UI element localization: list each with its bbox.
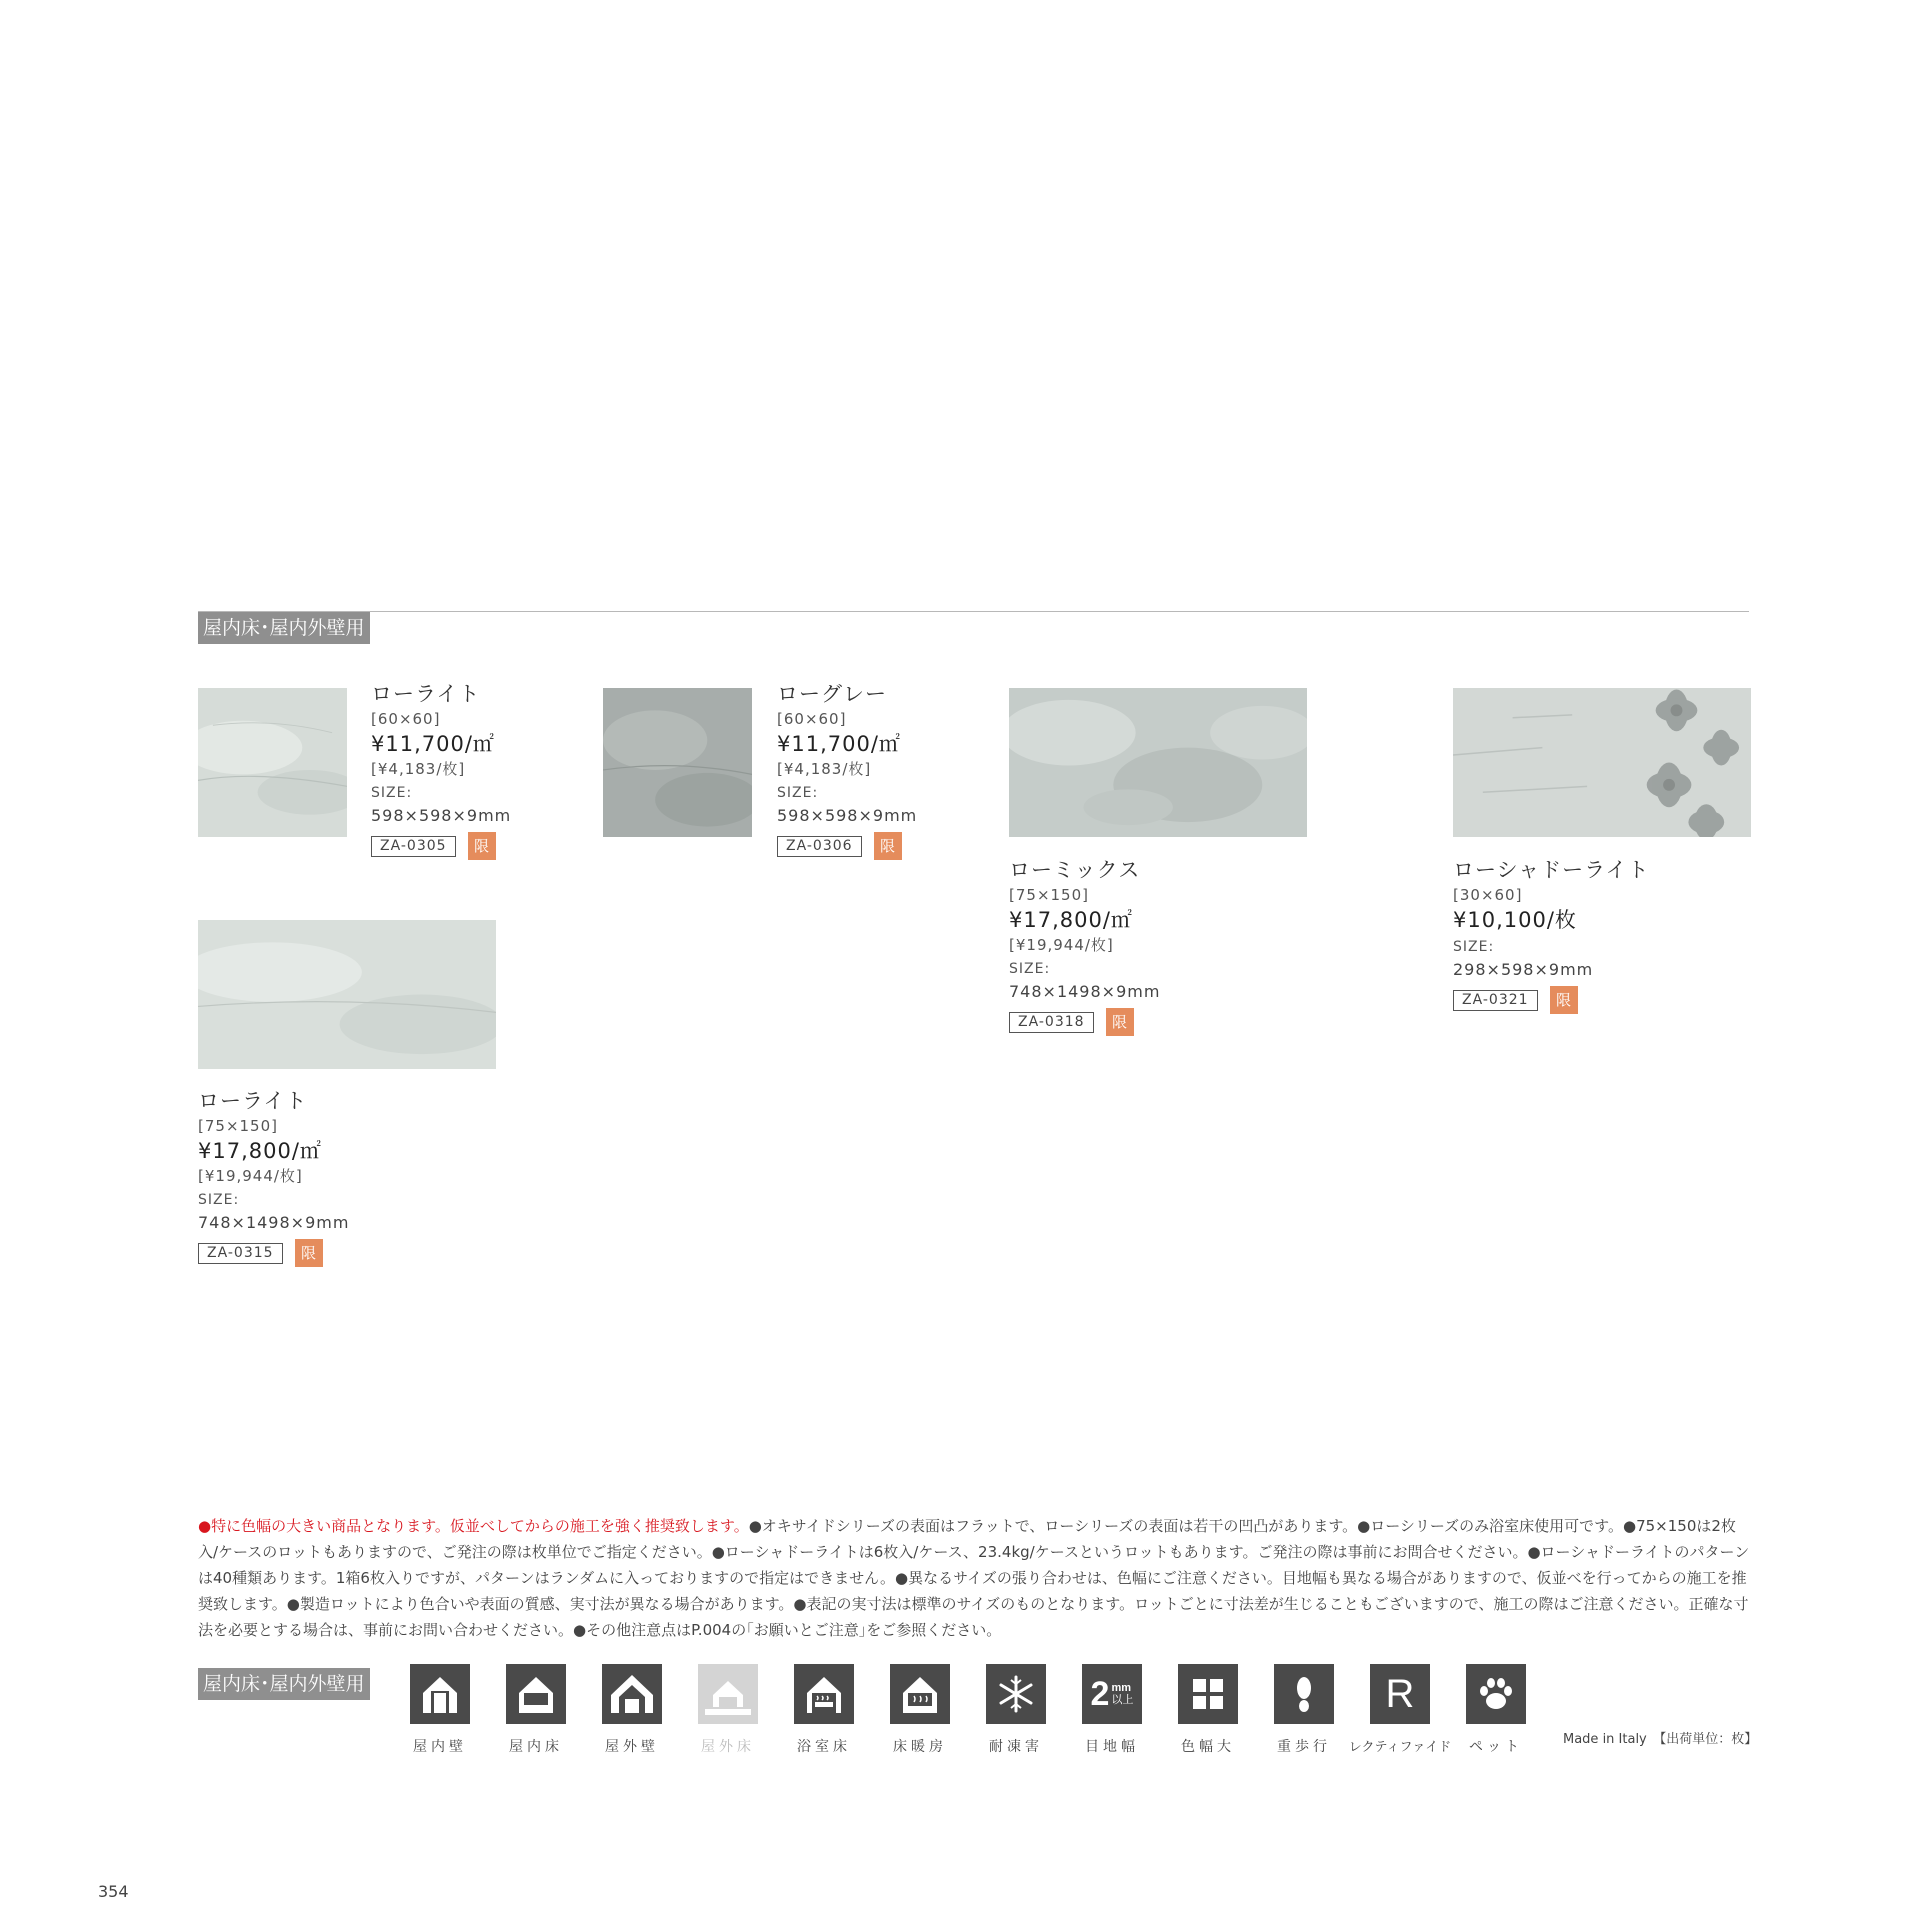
tile-swatch-ZA-0321	[1453, 688, 1751, 837]
product-price: ¥10,100/枚	[1453, 908, 1577, 932]
floor-heating-icon	[890, 1664, 950, 1724]
limited-badge: 限	[874, 832, 902, 860]
product-price-per-piece: [¥19,944/枚]	[198, 1167, 303, 1185]
tile-swatch-ZA-0318	[1009, 688, 1307, 837]
product-name: ローライト	[371, 682, 481, 706]
product-dimensions: 748×1498×9mm	[1009, 982, 1161, 1001]
legend-label-text: 耐凍害	[989, 1739, 1043, 1755]
limited-badge: 限	[295, 1239, 323, 1267]
legend-item-outdoor-wall	[584, 1664, 680, 1756]
limited-badge: 限	[1106, 1008, 1134, 1036]
legend-label-text: 屋内壁	[413, 1739, 467, 1755]
heavy-traffic-icon	[1274, 1664, 1334, 1724]
legend-label-text: 屋外壁	[605, 1739, 659, 1755]
product-dimensions: 598×598×9mm	[371, 806, 512, 825]
product-code: ZA-0318	[1009, 1012, 1094, 1033]
legend-item-bath-floor	[776, 1664, 872, 1756]
rectified-mark: R	[1385, 1671, 1415, 1716]
legend-label-text: 床暖房	[893, 1739, 947, 1755]
product-price: ¥11,700/㎡	[777, 732, 901, 756]
legend-item-floor-heating	[872, 1664, 968, 1756]
product-card-ZA-0318	[1009, 856, 1269, 1036]
product-card-ZA-0306	[777, 680, 1037, 860]
joint-width-number: 2	[1090, 1675, 1110, 1713]
indoor-floor-icon	[506, 1664, 566, 1724]
product-size-class: [60×60]	[777, 710, 847, 728]
joint-width-min: 以上	[1111, 1694, 1134, 1706]
legend-item-frost-resistant	[968, 1664, 1064, 1756]
legend-item-joint-width	[1064, 1664, 1160, 1756]
product-price-per-piece: [¥4,183/枚]	[777, 760, 872, 778]
size-label: SIZE:	[371, 785, 413, 801]
joint-width-unit: mm	[1111, 1682, 1132, 1694]
product-price: ¥11,700/㎡	[371, 732, 495, 756]
product-notes	[198, 1513, 1753, 1643]
frost-resistant-icon	[986, 1664, 1046, 1724]
product-code: ZA-0306	[777, 836, 862, 857]
indoor-wall-icon	[410, 1664, 470, 1724]
legend-label-text: 色幅大	[1181, 1739, 1235, 1755]
product-price-per-piece: [¥19,944/枚]	[1009, 936, 1114, 954]
tile-swatch-ZA-0305	[198, 688, 347, 837]
legend-label-text: 屋外床	[701, 1739, 755, 1755]
color-variation-icon	[1178, 1664, 1238, 1724]
legend-label-text: ペット	[1469, 1739, 1523, 1755]
product-code: ZA-0305	[371, 836, 456, 857]
legend-label-text: レクティファイド	[1348, 1740, 1452, 1755]
product-card-ZA-0315	[198, 1087, 458, 1267]
legend-label-text: 目地幅	[1085, 1739, 1139, 1755]
legend-item-pet	[1448, 1664, 1544, 1756]
legend-label-text: 重歩行	[1277, 1739, 1331, 1755]
size-label: SIZE:	[777, 785, 819, 801]
size-label: SIZE:	[1009, 961, 1051, 977]
pet-icon	[1466, 1664, 1526, 1724]
notes-text: ●オキサイドシリーズの表面はフラットで、ローシリーズの表面は若干の凹凸があります。●ローシリーズのみ浴室床使用可です。●75×150は2枚入/ケースのロットもありますので、ご発注の際は枚単位でご指定ください。●ローシャドーライトは6枚入/ケース、23.4kg/ケースというロットもあります。ご発注の際は事前にお問合せください。●ローシャドーライトのパターンは40種類あります。1箱6枚入りですが、パターンはランダムに入っておりますので指定はできません。●異なるサイズの張り合わせは、色幅にご注意ください。目地幅も異なる場合がありますので、仮並べを行ってからの施工を推奨致します。●製造ロットにより色合いや表面の質感、実寸法が異なる場合があります。●表記の実寸法は標準のサイズのものとなります。ロットごとに寸法差が生じることもございますので、施工の際はご注意ください。正確な寸法を必要とする場合は、事前にお問い合わせください。●その他注意点はP.004の｢お願いとご注意｣をご参照ください。	[198, 1517, 1750, 1639]
product-size-class: [60×60]	[371, 710, 441, 728]
legend-item-outdoor-floor	[680, 1664, 776, 1756]
legend-item-color-variation	[1160, 1664, 1256, 1756]
legend-item-rectified	[1348, 1664, 1452, 1756]
product-name: ローミックス	[1009, 858, 1141, 882]
product-name: ローライト	[198, 1089, 308, 1113]
product-card-ZA-0321	[1453, 856, 1713, 1014]
size-label: SIZE:	[198, 1192, 240, 1208]
product-price-per-piece: [¥4,183/枚]	[371, 760, 466, 778]
outdoor-floor-icon	[698, 1664, 758, 1724]
product-price: ¥17,800/㎡	[198, 1139, 322, 1163]
product-size-class: [30×60]	[1453, 886, 1523, 904]
product-name: ローグレー	[777, 682, 887, 706]
product-price: ¥17,800/㎡	[1009, 908, 1133, 932]
outdoor-wall-icon	[602, 1664, 662, 1724]
product-code: ZA-0315	[198, 1243, 283, 1264]
size-label: SIZE:	[1453, 939, 1495, 955]
legend-item-indoor-floor	[488, 1664, 584, 1756]
tile-swatch-ZA-0306	[603, 688, 752, 837]
legend-label-text: 浴室床	[797, 1739, 851, 1755]
rectified-icon	[1370, 1664, 1430, 1724]
origin-and-unit: Made in Italy 【出荷単位：枚】	[1563, 1732, 1758, 1747]
bath-floor-icon	[794, 1664, 854, 1724]
section-rule	[198, 611, 1749, 612]
limited-badge: 限	[1550, 986, 1578, 1014]
notes-warning: ●特に色幅の大きい商品となります。仮並べしてからの施工を強く推奨致します。	[198, 1517, 749, 1535]
product-code: ZA-0321	[1453, 990, 1538, 1011]
product-size-class: [75×150]	[1009, 886, 1089, 904]
usage-icon-legend	[392, 1664, 1544, 1756]
product-size-class: [75×150]	[198, 1117, 278, 1135]
limited-badge: 限	[468, 832, 496, 860]
product-dimensions: 598×598×9mm	[777, 806, 918, 825]
tile-swatch-ZA-0315	[198, 920, 496, 1069]
product-dimensions: 748×1498×9mm	[198, 1213, 350, 1232]
legend-label: 屋内床･屋内外壁用	[198, 1668, 370, 1700]
legend-item-heavy-traffic	[1256, 1664, 1352, 1756]
section-label: 屋内床･屋内外壁用	[198, 612, 370, 644]
page-number: 354	[98, 1882, 129, 1901]
product-dimensions: 298×598×9mm	[1453, 960, 1594, 979]
product-name: ローシャドーライト	[1453, 858, 1650, 882]
joint-width-icon	[1082, 1664, 1142, 1724]
legend-item-indoor-wall	[392, 1664, 488, 1756]
legend-label-text: 屋内床	[509, 1739, 563, 1755]
product-card-ZA-0305	[371, 680, 631, 860]
